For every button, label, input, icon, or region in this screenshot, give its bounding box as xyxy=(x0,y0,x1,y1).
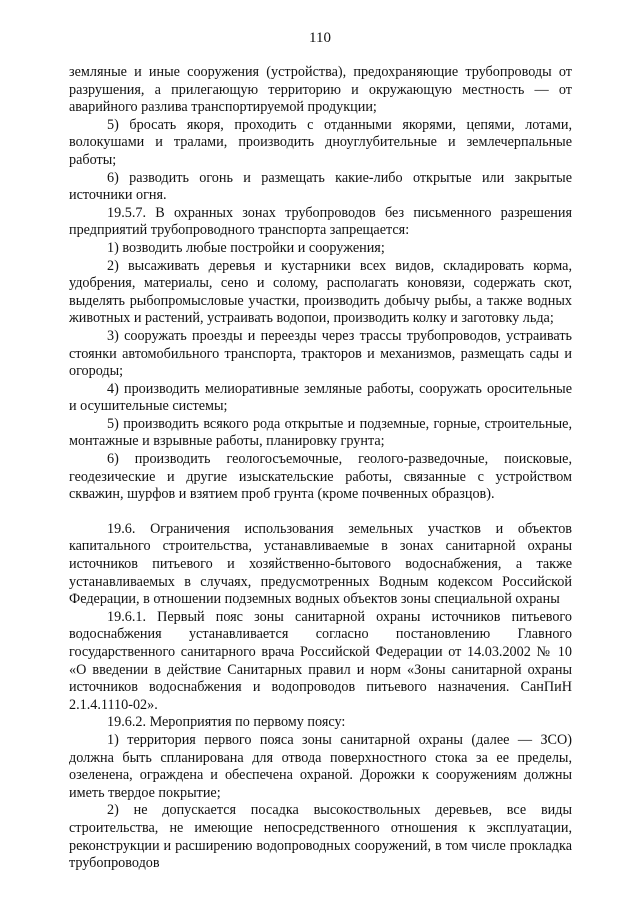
paragraph-19-6-2: 19.6.2. Мероприятия по первому поясу: xyxy=(107,714,346,731)
document-body xyxy=(69,64,572,873)
paragraph-item-1-buildings: 1) возводить любые постройки и сооружения; xyxy=(107,239,385,256)
paragraph-continuation: земляные и иные сооружения (устройства), предохраняющие трубопроводы от разрушения, а прилегающую территорию и окружающую местность — от аварийного разлива транспортируемой продукции; xyxy=(69,64,572,116)
paragraph-item-6-surveys: 6) производить геологосъемочные, геолого-разведочные, поисковые, геодезические и другие изыскательские работы, связанные с устройством скважин, шурфов и взятием проб грунта (кроме почвенных образцов). xyxy=(69,451,572,503)
paragraph-item-2-planting: 2) высаживать деревья и кустарники всех видов, складировать корма, удобрения, материалы, сено и солому, располагать коновязи, содержать скот, выделять рыбопромысловые участки, производить добычу рыбы, а также водных животных и растений, устраивать водопои, производить колку и заготовку льда; xyxy=(69,257,572,327)
page-number: 110 xyxy=(309,30,331,46)
paragraph-19-6-1: 19.6.1. Первый пояс зоны санитарной охраны источников питьевого водоснабжения устанавливается согласно постановлению Главного государственного санитарного врача Российской Федерации от 14.03.2002 № 10 «О введении в действие Санитарных правил и норм «Зоны санитарной охраны источников водоснабжения и водопроводов питьевого назначения. СанПиН 2.1.4.1110-02». xyxy=(69,608,572,713)
section-heading-19-6: 19.6. Ограничения использования земельных участков и объектов капитального строительства, устанавливаемые в зонах санитарной охраны источников питьевого и хозяйственно-бытового водоснабжения, а также устанавливаемых в случаях, предусмотренных Водным кодексом Российской Федерации, в отношении подземных водных объектов зоны специальной охраны xyxy=(69,520,572,608)
paragraph-zso-item-2: 2) не допускается посадка высокоствольных деревьев, все виды строительства, не имеющие непосредственного отношения к эксплуатации, реконструкции и расширению водопроводных сооружений, в том числе прокладка трубопроводов xyxy=(69,802,572,872)
paragraph-zso-item-1: 1) территория первого пояса зоны санитарной охраны (далее — ЗСО) должна быть спланирована для отвода поверхностного стока за ее пределы, озеленена, ограждена и обеспечена охраной. Дорожки к сооружениям должны иметь твердое покрытие; xyxy=(69,731,572,801)
paragraph-item-3-crossings: 3) сооружать проезды и переезды через трассы трубопроводов, устраивать стоянки автомобильного транспорта, тракторов и механизмов, размещать сады и огороды; xyxy=(69,327,572,380)
paragraph-19-5-7: 19.5.7. В охранных зонах трубопроводов без письменного разрешения предприятий трубопроводного транспорта запрещается: xyxy=(69,204,572,239)
paragraph-item-5-works: 5) производить всякого рода открытые и подземные, горные, строительные, монтажные и взрывные работы, планировку грунта; xyxy=(69,415,572,450)
paragraph-item-5-anchors: 5) бросать якоря, проходить с отданными якорями, цепями, лотами, волокушами и тралами, производить дноуглубительные и землечерпальные работы; xyxy=(69,116,572,168)
paragraph-item-6-fire: 6) разводить огонь и размещать какие-либо открытые или закрытые источники огня. xyxy=(69,169,572,204)
paragraph-item-4-melioration: 4) производить мелиоративные земляные работы, сооружать оросительные и осушительные системы; xyxy=(69,380,572,415)
